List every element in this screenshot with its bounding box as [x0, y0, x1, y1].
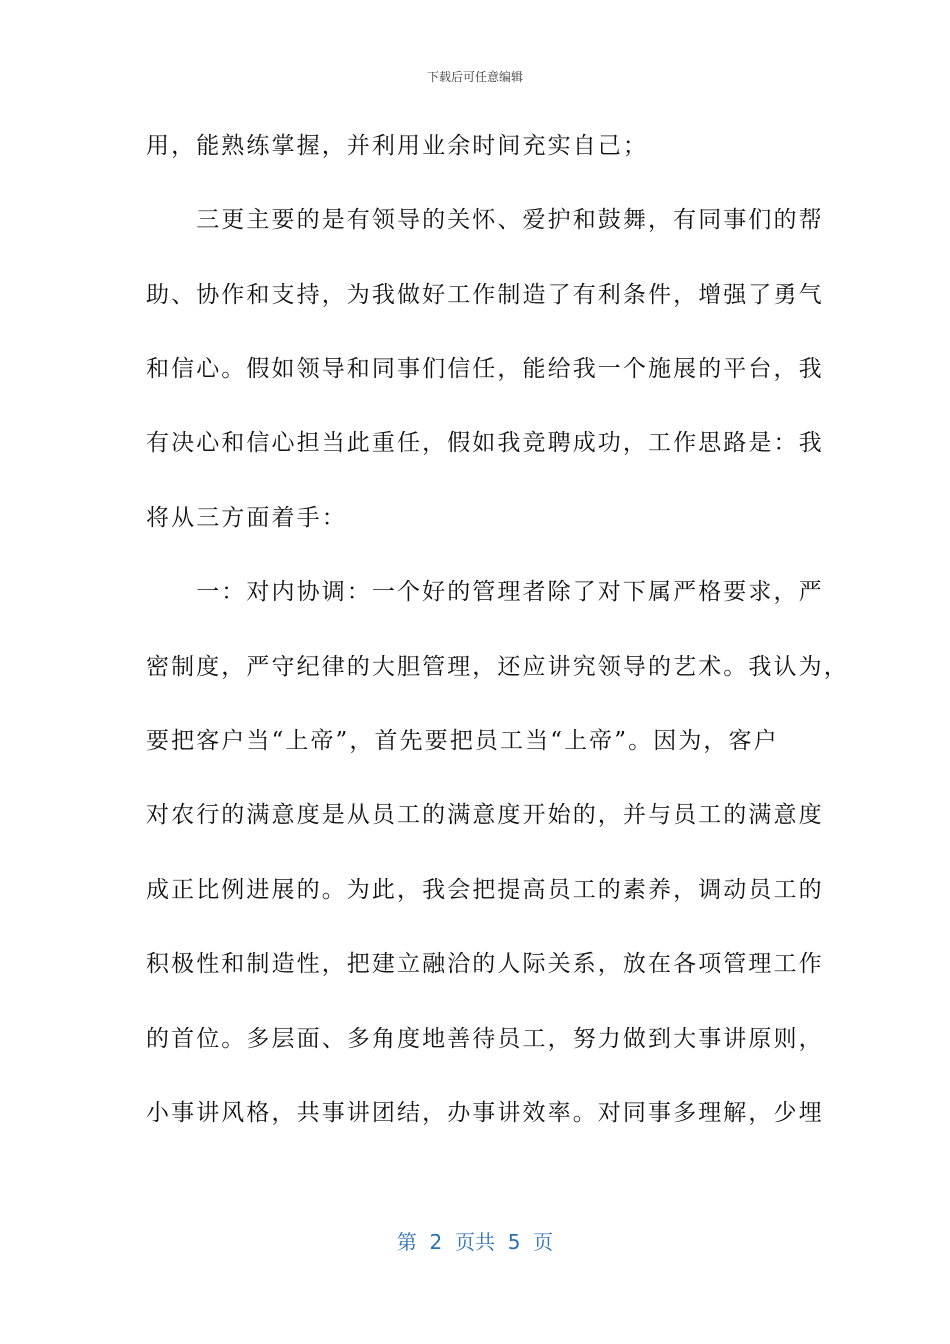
text-line: 对农行的满意度是从员工的满意度开始的，并与员工的满意度 [146, 802, 824, 828]
text-line: 成正比例进展的。为此，我会把提高员工的素养，调动员工的 [146, 877, 824, 903]
text-line: 要把客户当“上帝”，首先要把员工当“上帝”。因为，客户 [146, 728, 779, 754]
text-line: 和信心。假如领导和同事们信任，能给我一个施展的平台，我 [146, 356, 824, 382]
text-line: 三更主要的是有领导的关怀、爱护和鼓舞，有同事们的帮 [146, 207, 824, 233]
text-line: 将从三方面着手： [146, 505, 347, 531]
text-line: 积极性和制造性，把建立融洽的人际关系，放在各项管理工作 [146, 951, 824, 977]
page-header: 下载后可任意编辑 [426, 70, 523, 84]
text-line: 一：对内协调：一个好的管理者除了对下属严格要求，严 [146, 579, 824, 605]
text-line: 助、协作和支持，为我做好工作制造了有利条件，增强了勇气 [146, 282, 824, 308]
page-footer-pagination: 第 2 页共 5 页 [396, 1230, 554, 1254]
text-line: 用，能熟练掌握，并利用业余时间充实自己； [146, 133, 648, 159]
text-line: 小事讲风格，共事讲团结，办事讲效率。对同事多理解，少埋 [146, 1100, 824, 1126]
text-line: 的首位。多层面、多角度地善待员工，努力做到大事讲原则， [146, 1026, 824, 1052]
text-line: 有决心和信心担当此重任，假如我竞聘成功，工作思路是：我 [146, 430, 824, 456]
text-line: 密制度，严守纪律的大胆管理，还应讲究领导的艺术。我认为， [146, 654, 849, 680]
